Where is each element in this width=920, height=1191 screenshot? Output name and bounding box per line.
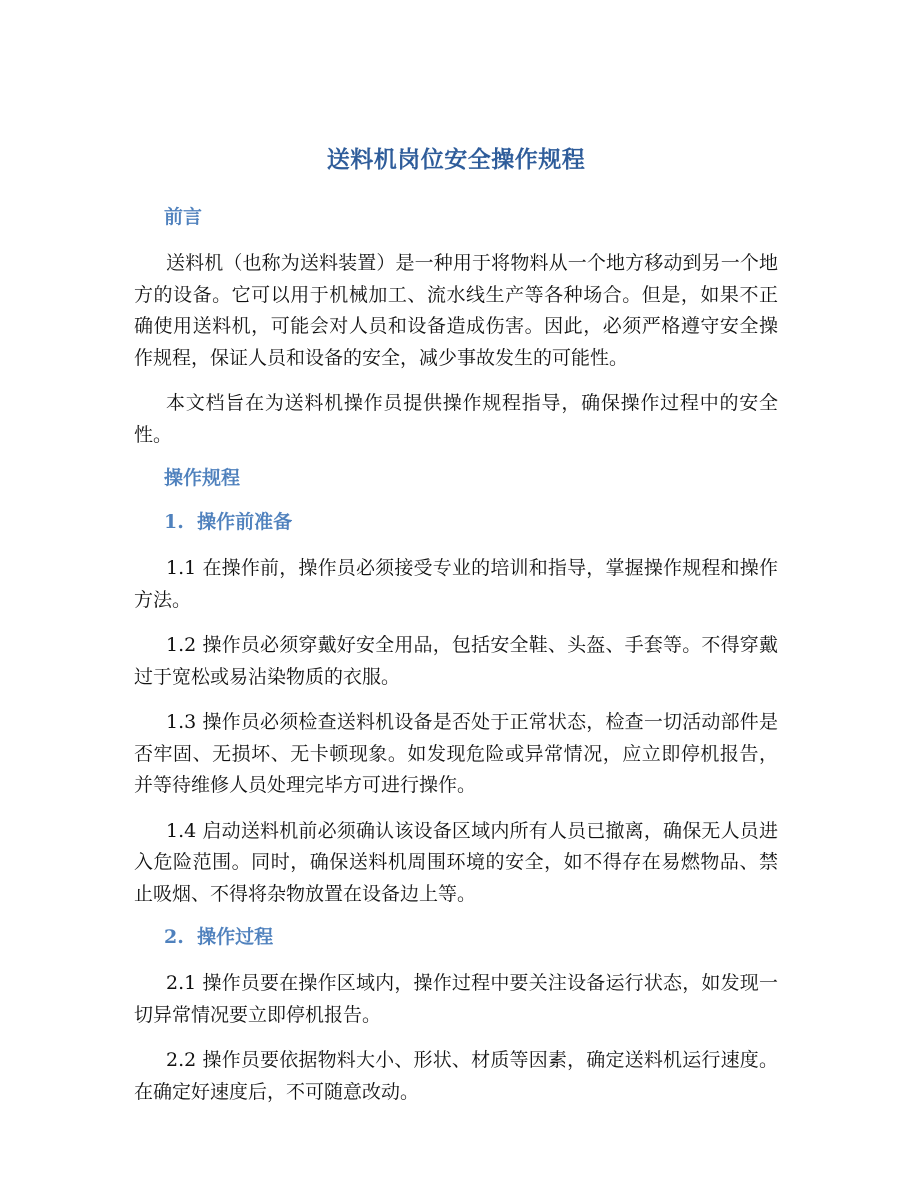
preface-heading: 前言	[164, 206, 203, 228]
item-1-1: 1.1 在操作前，操作员必须接受专业的培训和指导，掌握操作规程和操作方法。	[134, 557, 778, 611]
item-2-1: 2.1 操作员要在操作区域内，操作过程中要关注设备运行状态，如发现一切异常情况要立即停机报告。	[134, 972, 778, 1026]
document-page	[134, 140, 778, 1122]
item-1-4: 1.4 启动送料机前必须确认该设备区域内所有人员已撤离，确保无人员进入危险范围。同时，确保送料机周围环境的安全，如不得存在易燃物品、禁止吸烟、不得将杂物放置在设备边上等。	[134, 819, 778, 905]
preface-paragraph-1: 送料机（也称为送料装置）是一种用于将物料从一个地方移动到另一个地方的设备。它可以用于机械加工、流水线生产等各种场合。但是，如果不正确使用送料机，可能会对人员和设备造成伤害。因此，必须严格遵守安全操作规程，保证人员和设备的安全，减少事故发生的可能性。	[134, 252, 778, 369]
section-2-heading: 2. 操作过程	[164, 926, 274, 948]
item-1-2: 1.2 操作员必须穿戴好安全用品，包括安全鞋、头盔、手套等。不得穿戴过于宽松或易沾染物质的衣服。	[134, 634, 778, 688]
preface-paragraph-2: 本文档旨在为送料机操作员提供操作规程指导，确保操作过程中的安全性。	[134, 392, 778, 446]
item-2-2: 2.2 操作员要依据物料大小、形状、材质等因素，确定送料机运行速度。在确定好速度后，不可随意改动。	[134, 1049, 778, 1103]
document-title: 送料机岗位安全操作规程	[326, 146, 586, 173]
item-1-3: 1.3 操作员必须检查送料机设备是否处于正常状态，检查一切活动部件是否牢固、无损坏、无卡顿现象。如发现危险或异常情况，应立即停机报告，并等待维修人员处理完毕方可进行操作。	[134, 711, 778, 796]
section-1-heading: 1. 操作前准备	[164, 511, 293, 533]
procedures-heading: 操作规程	[164, 467, 241, 489]
